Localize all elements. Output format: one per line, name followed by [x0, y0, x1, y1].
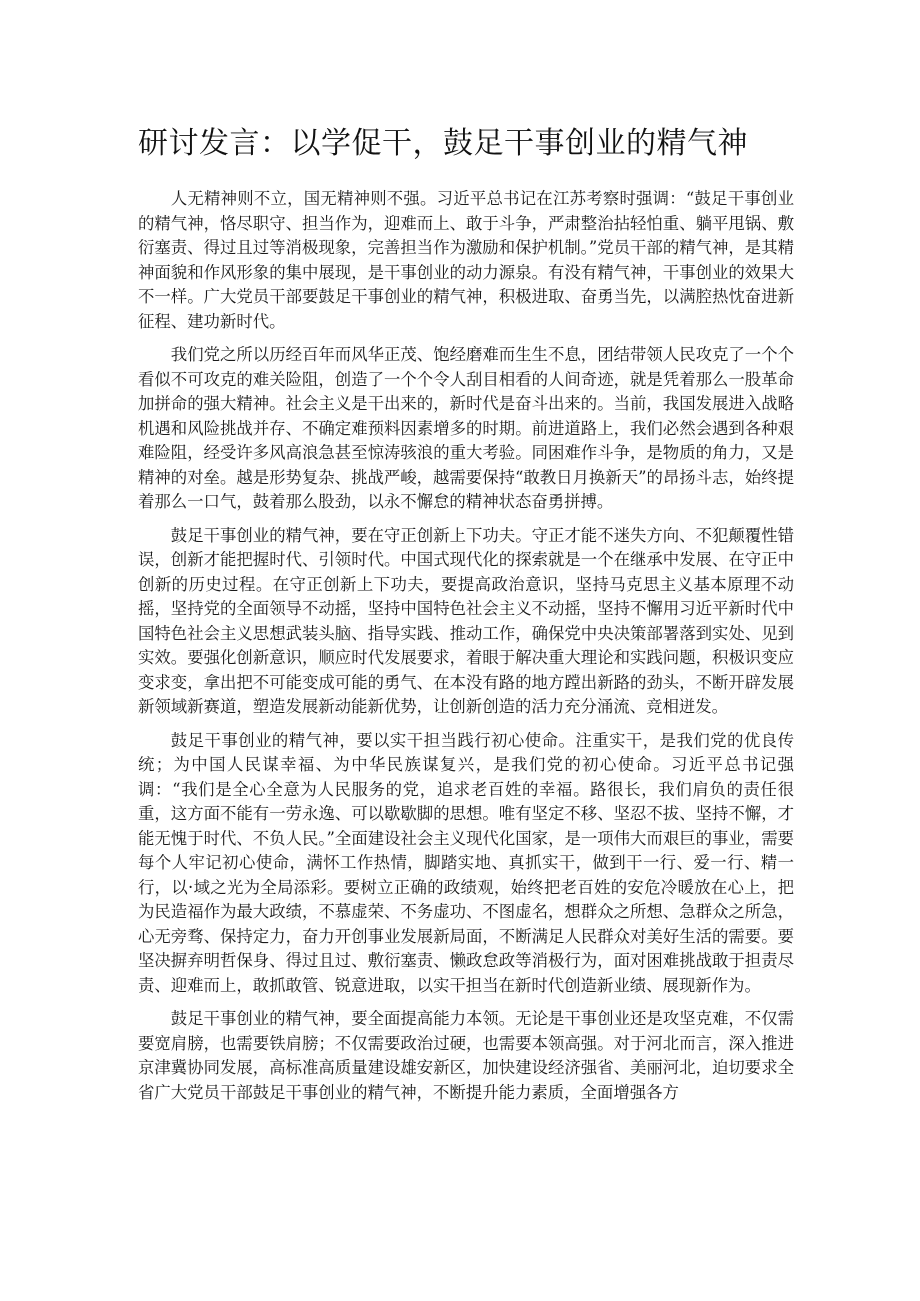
paragraph-4: 鼓足干事创业的精气神，要以实干担当践行初心使命。注重实干，是我们党的优良传统；为中国人民谋幸福、为中华民族谋复兴，是我们党的初心使命。习近平总书记强调：“我们是全心全意为人民服务的党，追求老百姓的幸福。路很长，我们肩负的责任很重，这方面不能有一劳永逸、可以歇歇脚的思想。唯有坚定不移、坚忍不拔、坚持不懈，才能无愧于时代、不负人民。”全面建设社会主义现代化国家，是一项伟大而艰巨的事业，需要每个人牢记初心使命，满怀工作热情，脚踏实地、真抓实干，做到干一行、爱一行、精一行，以·域之光为全局添彩。要树立正确的政绩观，始终把老百姓的安危冷暖放在心上，把为民造福作为最大政绩，不慕虚荣、不务虚功、不图虚名，想群众之所想、急群众之所急，心无旁骛、保持定力，奋力开创事业发展新局面，不断满足人民群众对美好生活的需要。要坚决摒弃明哲保身、得过且过、敷衍塞责、懒政怠政等消极行为，面对困难挑战敢于担责尽责、迎难而上，敢抓敢管、锐意进取，以实干担当在新时代创造新业绩、展现新作为。: [138, 730, 794, 995]
paragraph-5: 鼓足干事创业的精气神，要全面提高能力本领。无论是干事创业还是攻坚克难，不仅需要宽肩膀，也需要铁肩膀；不仅需要政治过硬，也需要本领高强。对于河北而言，深入推进京津冀协同发展，高标准高质量建设雄安新区，加快建设经济强省、美丽河北，迫切要求全省广大党员干部鼓足干事创业的精气神，不断提升能力素质，全面增强各方: [138, 1009, 794, 1102]
document-page: [138, 118, 794, 1114]
paragraph-1: 人无精神则不立，国无精神则不强。习近平总书记在江苏考察时强调：“鼓足干事创业的精气神，恪尽职守、担当作为，迎难而上、敢于斗争，严肃整治拈轻怕重、躺平甩锅、敷衍塞责、得过且过等消极现象，完善担当作为激励和保护机制。”党员干部的精气神，是其精神面貌和作风形象的集中展现，是干事创业的动力源泉。有没有精气神，干事创业的效果大不一样。广大党员干部要鼓足干事创业的精气神，积极进取、奋勇当先，以满腔热忱奋进新征程、建功新时代。: [138, 189, 794, 331]
document-title: 研讨发言：以学促干，鼓足干事创业的精气神: [138, 126, 748, 161]
paragraph-2: 我们党之所以历经百年而风华正茂、饱经磨难而生生不息，团结带领人民攻克了一个个看似不可攻克的难关险阻，创造了一个个令人刮目相看的人间奇迹，就是凭着那么一股革命加拼命的强大精神。社会主义是干出来的，新时代是奋斗出来的。当前，我国发展进入战略机遇和风险挑战并存、不确定难预料因素增多的时期。前进道路上，我们必然会遇到各种艰难险阻，经受许多风高浪急甚至惊涛骇浪的重大考验。同困难作斗争，是物质的角力，又是精神的对垒。越是形势复杂、挑战严峻，越需要保持“敢教日月换新天”的昂扬斗志，始终提着那么一口气，鼓着那么股劲，以永不懈怠的精神状态奋勇拼搏。: [138, 345, 794, 511]
paragraph-3: 鼓足干事创业的精气神，要在守正创新上下功夫。守正才能不迷失方向、不犯颠覆性错误，创新才能把握时代、引领时代。中国式现代化的探索就是一个在继承中发展、在守正中创新的历史过程。在守正创新上下功夫，要提高政治意识，坚持马克思主义基本原理不动摇，坚持党的全面领导不动摇，坚持中国特色社会主义不动摇，坚持不懈用习近平新时代中国特色社会主义思想武装头脑、指导实践、推动工作，确保党中央决策部署落到实处、见到实效。要强化创新意识，顺应时代发展要求，着眼于解决重大理论和实践问题，积极识变应变求变，拿出把不可能变成可能的勇气、在本没有路的地方蹚出新路的劲头，不断开辟发展新领域新赛道，塑造发展新动能新优势，让创新创造的活力充分涌流、竞相迸发。: [138, 525, 794, 716]
